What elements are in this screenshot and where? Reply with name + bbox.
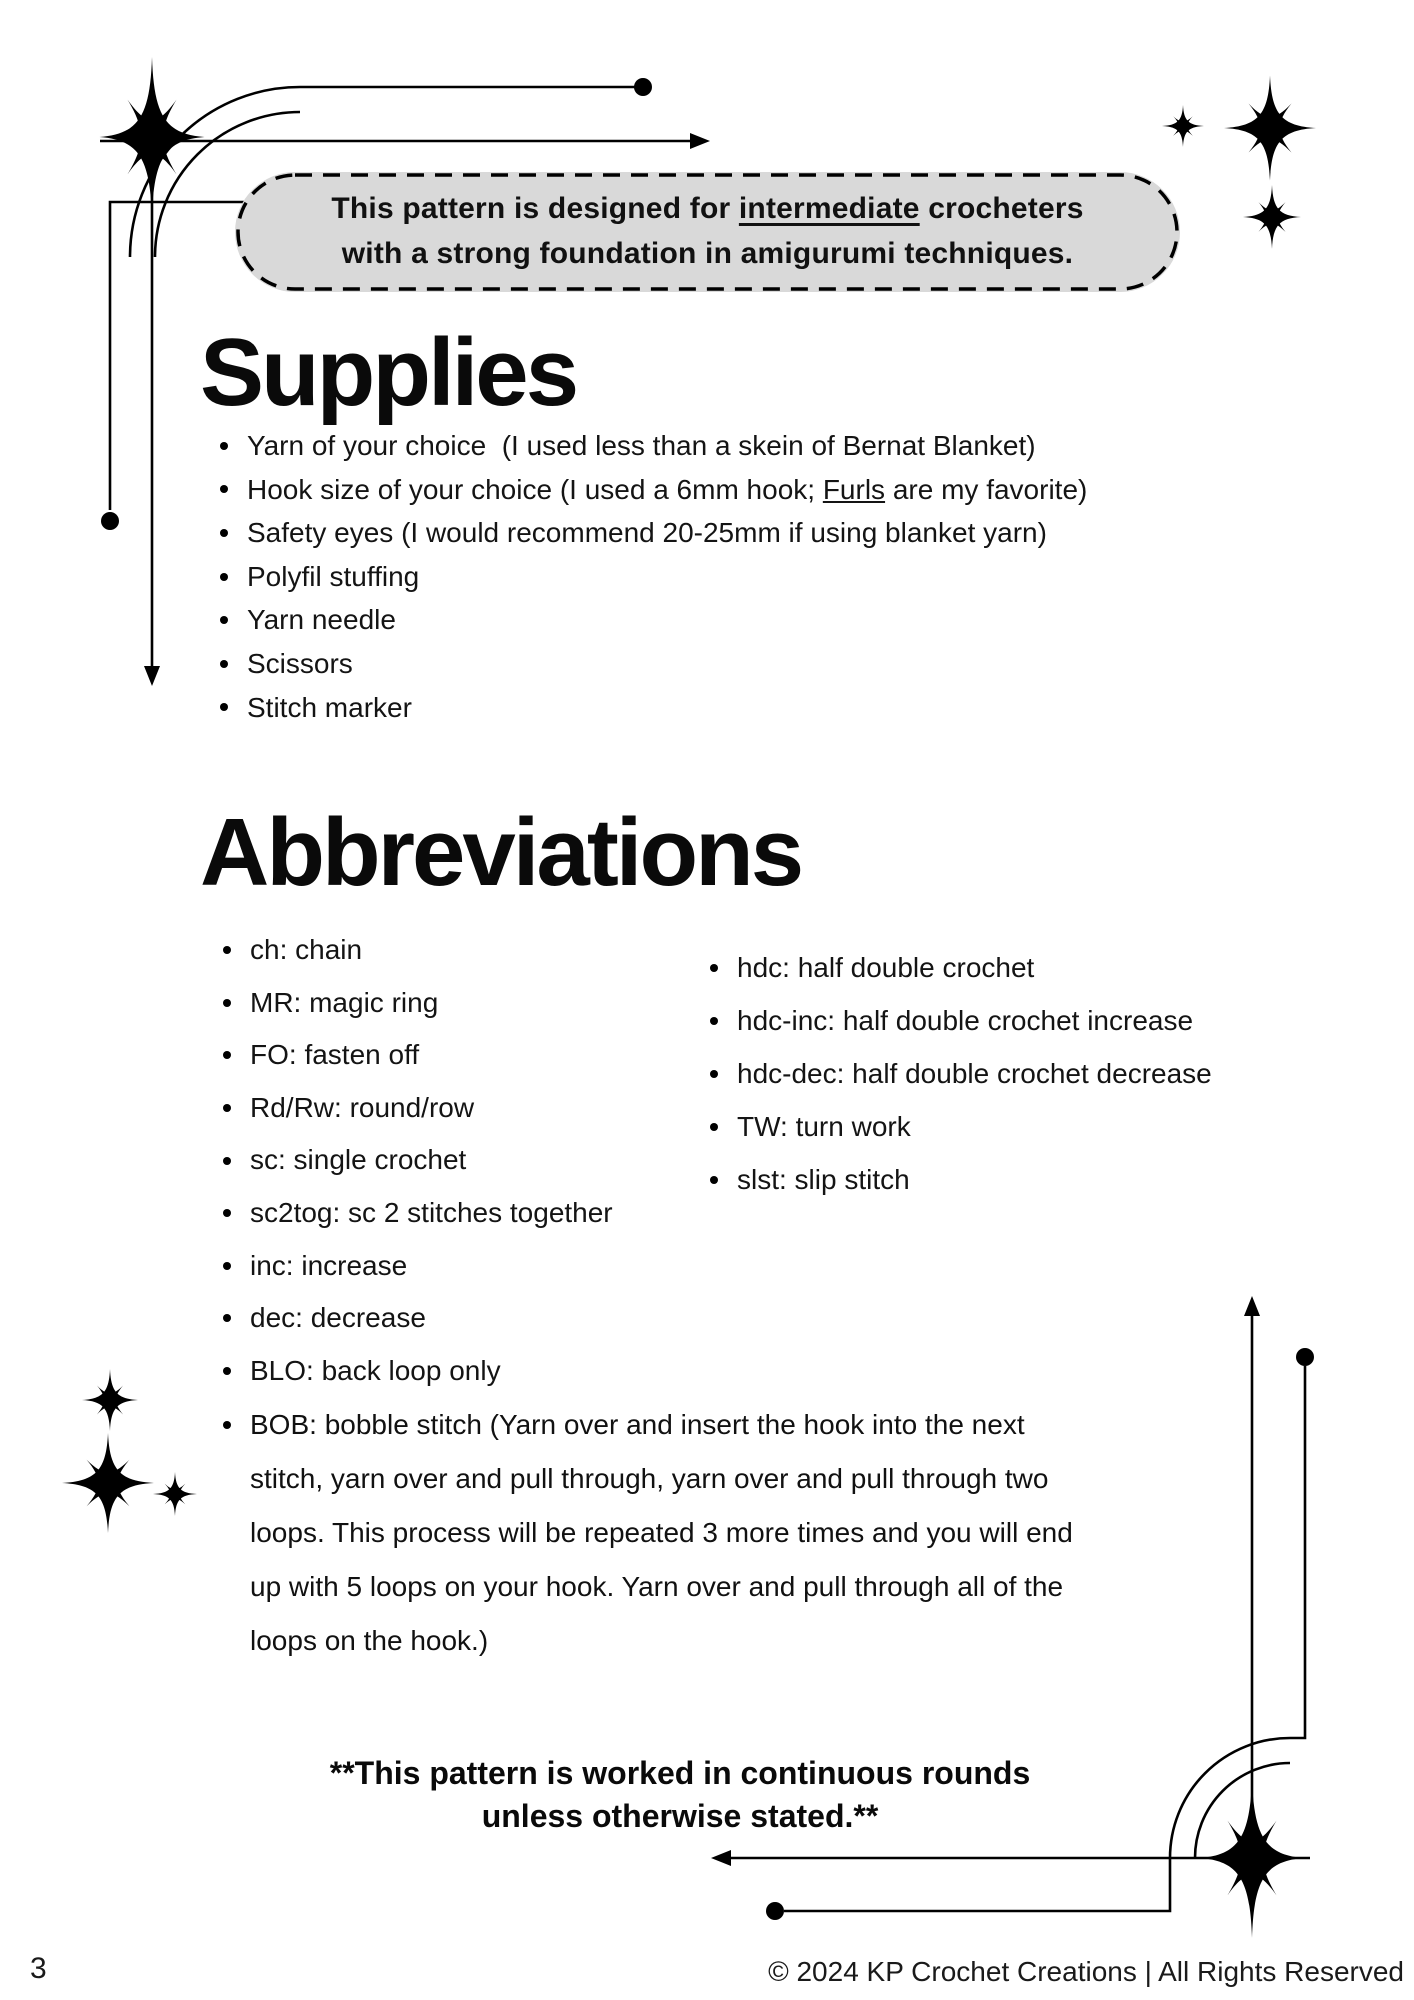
- list-item: Stitch marker: [247, 686, 1087, 730]
- sparkle-star-icon: [153, 1472, 197, 1516]
- list-item: Safety eyes (I would recommend 20-25mm if using blanket yarn): [247, 511, 1087, 555]
- right-arrow-icon: [690, 133, 710, 149]
- sparkle-star-icon: [82, 1369, 138, 1431]
- list-item: inc: increase: [250, 1240, 613, 1293]
- list-item: Polyfil stuffing: [247, 555, 1087, 599]
- sparkle-star-icon: [62, 1433, 154, 1533]
- line-end-dot: [1296, 1348, 1314, 1366]
- list-item: sc: single crochet: [250, 1134, 613, 1187]
- sparkle-star-icon: [100, 57, 205, 217]
- left-arrow-icon: [711, 1850, 731, 1866]
- line-end-dot: [101, 512, 119, 530]
- copyright-text: © 2024 KP Crochet Creations | All Rights Reserved: [768, 1956, 1404, 1987]
- note-line-1: **This pattern is worked in continuous rounds: [329, 1755, 1031, 1791]
- sparkle-star-icon: [1162, 105, 1204, 147]
- note-line-2: unless otherwise stated.**: [481, 1798, 879, 1834]
- list-item: MR: magic ring: [250, 977, 613, 1030]
- sparkle-star-icon: [1243, 185, 1301, 249]
- list-item: dec: decrease: [250, 1292, 613, 1345]
- list-item: Scissors: [247, 642, 1087, 686]
- up-arrow-icon: [1244, 1296, 1260, 1316]
- list-item: sc2tog: sc 2 stitches together: [250, 1187, 613, 1240]
- line-end-dot: [634, 78, 652, 96]
- list-item: loops on the hook.): [250, 1625, 489, 1656]
- abbreviations-right-column: [737, 941, 1212, 1206]
- list-item: hdc-inc: half double crochet increase: [737, 994, 1212, 1047]
- continuous-rounds-note: [180, 1752, 1180, 1838]
- list-item: hdc-dec: half double crochet decrease: [737, 1047, 1212, 1100]
- sparkle-star-icon: [1224, 76, 1316, 181]
- callout-line-1: This pattern is designed for intermediate crocheters: [331, 192, 1084, 225]
- list-item: BLO: back loop only: [250, 1345, 613, 1398]
- abbreviations-heading: Abbreviations: [200, 799, 802, 906]
- list-item: Yarn of your choice (I used less than a skein of Bernat Blanket): [247, 424, 1087, 468]
- list-item: Yarn needle: [247, 598, 1087, 642]
- list-item: loops. This process will be repeated 3 more times and you will end: [250, 1517, 1073, 1548]
- list-item: up with 5 loops on your hook. Yarn over and pull through all of the: [250, 1571, 1064, 1602]
- list-item: slst: slip stitch: [737, 1153, 1212, 1206]
- list-item: BOB: bobble stitch (Yarn over and insert the hook into the next: [250, 1409, 1025, 1440]
- supplies-list: [247, 424, 1087, 729]
- list-item: stitch, yarn over and pull through, yarn over and pull through two: [250, 1463, 1049, 1494]
- line-end-dot: [766, 1902, 784, 1920]
- sparkle-star-icon: [1200, 1778, 1305, 1938]
- skill-level-callout: [235, 172, 1180, 292]
- supplies-heading: Supplies: [200, 319, 577, 426]
- list-item: hdc: half double crochet: [737, 941, 1212, 994]
- page-number: 3: [30, 1952, 47, 1985]
- list-item: Hook size of your choice (I used a 6mm hook; Furls are my favorite): [247, 468, 1087, 512]
- bobble-stitch-definition: [250, 1398, 1260, 1668]
- abbreviations-left-column: [250, 924, 613, 1397]
- list-item: FO: fasten off: [250, 1029, 613, 1082]
- list-item: TW: turn work: [737, 1100, 1212, 1153]
- down-arrow-icon: [144, 666, 160, 686]
- list-item: ch: chain: [250, 924, 613, 977]
- callout-line-2: with a strong foundation in amigurumi techniques.: [341, 237, 1074, 270]
- list-item: Rd/Rw: round/row: [250, 1082, 613, 1135]
